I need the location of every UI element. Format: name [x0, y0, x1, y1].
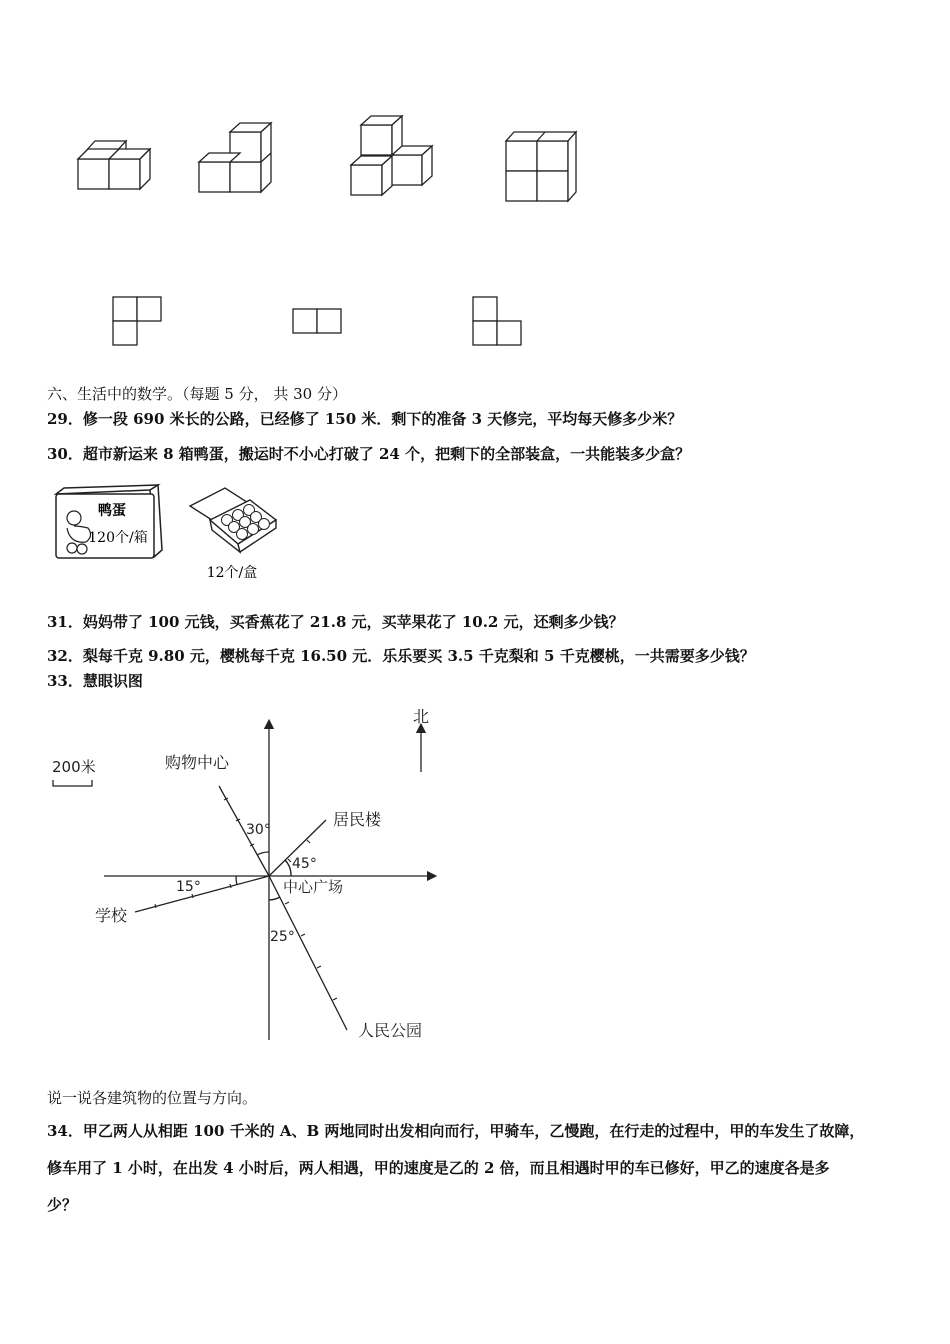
question-32: 32．梨每千克 9.80 元，樱桃每千克 16.50 元．乐乐要买 3.5 千克梨和 5 千克樱桃，一共需要多少钱？: [47, 647, 755, 665]
question-29: 29．修一段 690 米长的公路，已经修了 150 米．剩下的准备 3 天修完，平均每天修多少米？: [47, 410, 683, 428]
direction-map: [0, 700, 520, 1050]
place-park: 人民公园: [358, 1021, 423, 1040]
place-school: 学校: [95, 906, 128, 925]
view-shape-2: [293, 309, 341, 333]
angle-residential: 45°: [292, 856, 317, 872]
egg-figure: [50, 482, 290, 587]
cube-figure-1: [78, 141, 150, 189]
scale-bar: [53, 780, 92, 786]
angle-mall: 30°: [246, 822, 271, 838]
question-34-line-3: 少？: [47, 1196, 78, 1214]
angle-school: 15°: [176, 879, 201, 895]
cube-figures: [0, 100, 950, 360]
center-label: 中心广场: [283, 878, 344, 896]
question-30: 30．超市新运来 8 箱鸭蛋，搬运时不小心打破了 24 个，把剩下的全部装盒，一共能装多少盒？: [47, 445, 691, 463]
cube-figure-3: [351, 116, 432, 195]
north-label: 北: [413, 707, 430, 726]
question-33: 33．慧眼识图: [47, 672, 143, 690]
cube-figure-2: [199, 123, 271, 192]
egg-box-label: 120个/箱: [88, 530, 148, 546]
angle-park: 25°: [270, 929, 295, 945]
section-heading: 六、生活中的数学。（每题 5 分， 共 30 分）: [47, 385, 347, 403]
ray-park: [269, 876, 347, 1030]
egg-carton: [190, 488, 276, 552]
question-34-line-1: 34．甲乙两人从相距 100 千米的 A、B 两地同时出发相向而行，甲骑车，乙慢跑，在行走的过程中，甲的车发生了故障，: [47, 1122, 865, 1140]
question-34-line-2: 修车用了 1 小时，在出发 4 小时后，两人相遇，甲的速度是乙的 2 倍，而且相遇时甲的车已修好，甲乙的速度各是多: [47, 1159, 830, 1177]
egg-carton-label: 12个/盒: [206, 565, 258, 581]
place-mall: 购物中心: [165, 753, 230, 772]
question-33-prompt: 说一说各建筑物的位置与方向。: [47, 1089, 258, 1107]
view-shape-1: [113, 297, 161, 345]
egg-box-title: 鸭蛋: [98, 503, 126, 519]
place-residential: 居民楼: [333, 810, 382, 829]
view-shape-3: [473, 297, 521, 345]
question-31: 31．妈妈带了 100 元钱，买香蕉花了 21.8 元，买苹果花了 10.2 元，还剩多少钱？: [47, 613, 624, 631]
cube-figure-4: [506, 132, 576, 201]
scale-label: 200米: [52, 758, 96, 776]
